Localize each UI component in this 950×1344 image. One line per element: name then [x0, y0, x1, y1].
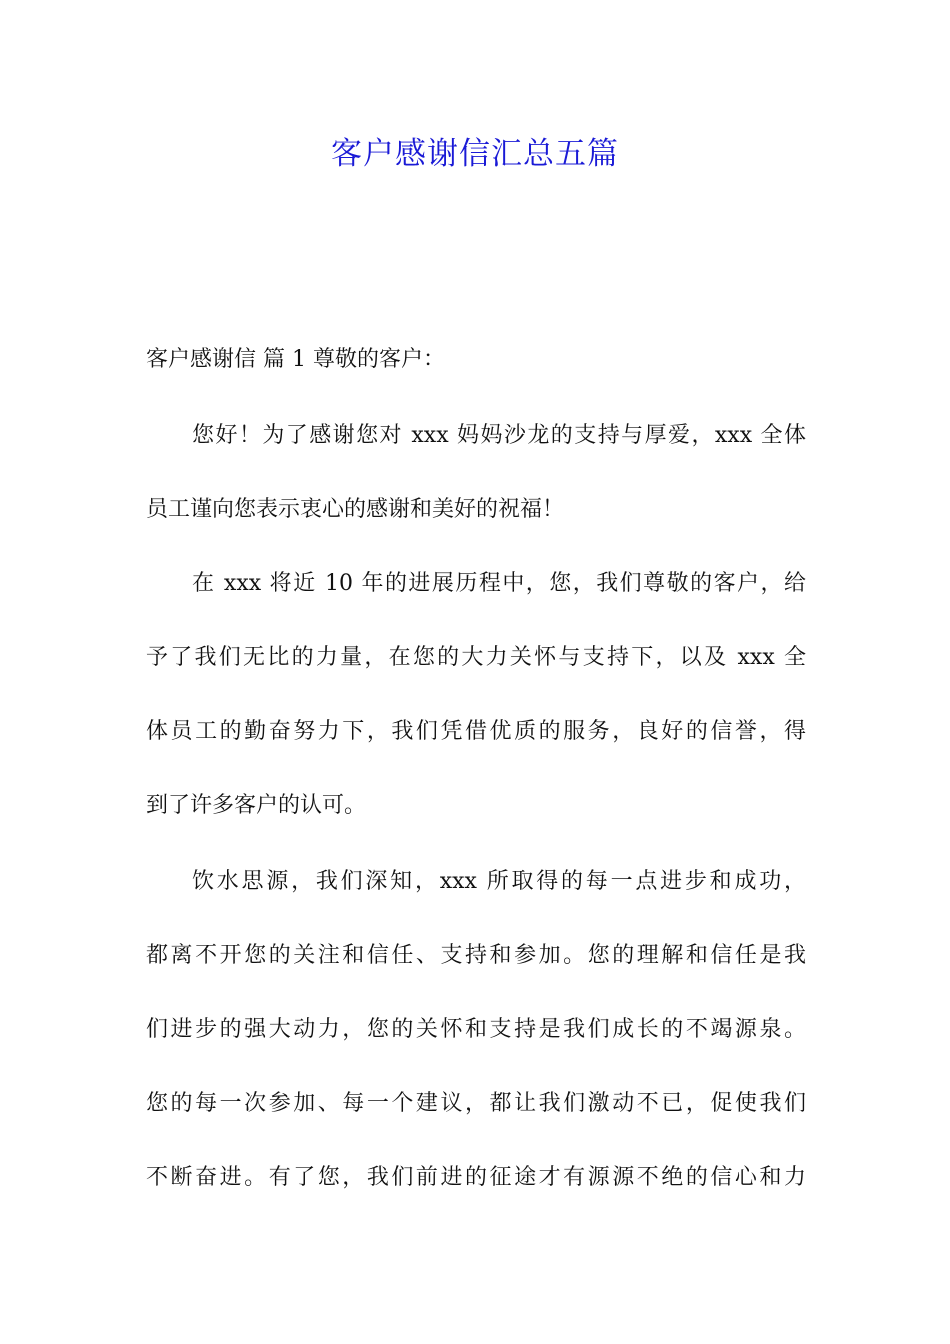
paragraph-line: 员工谨向您表示衷心的感谢和美好的祝福！ [146, 497, 565, 522]
paragraph-line: 予了我们无比的力量，在您的大力关怀与支持下，以及 xxx 全 [146, 645, 806, 670]
salutation-line: 客户感谢信 篇 1 尊敬的客户： [146, 347, 445, 372]
paragraph-line: 您的每一次参加、每一个建议，都让我们激动不已，促使我们 [146, 1091, 806, 1116]
paragraph-line: 您好！为了感谢您对 xxx 妈妈沙龙的支持与厚爱，xxx 全体 [192, 423, 806, 448]
paragraph-line: 不断奋进。有了您，我们前进的征途才有源源不绝的信心和力 [146, 1165, 806, 1190]
paragraph-line: 体员工的勤奋努力下，我们凭借优质的服务，良好的信誉，得 [146, 719, 806, 744]
paragraph-line: 到了许多客户的认可。 [146, 793, 367, 818]
paragraph-line: 都离不开您的关注和信任、支持和参加。您的理解和信任是我 [146, 943, 806, 968]
paragraph-line: 饮水思源，我们深知，xxx 所取得的每一点进步和成功， [192, 869, 806, 894]
document-title: 客户感谢信汇总五篇 [331, 136, 619, 172]
paragraph-line: 们进步的强大动力，您的关怀和支持是我们成长的不竭源泉。 [146, 1017, 806, 1042]
paragraph-line: 在 xxx 将近 10 年的进展历程中，您，我们尊敬的客户，给 [192, 571, 806, 596]
